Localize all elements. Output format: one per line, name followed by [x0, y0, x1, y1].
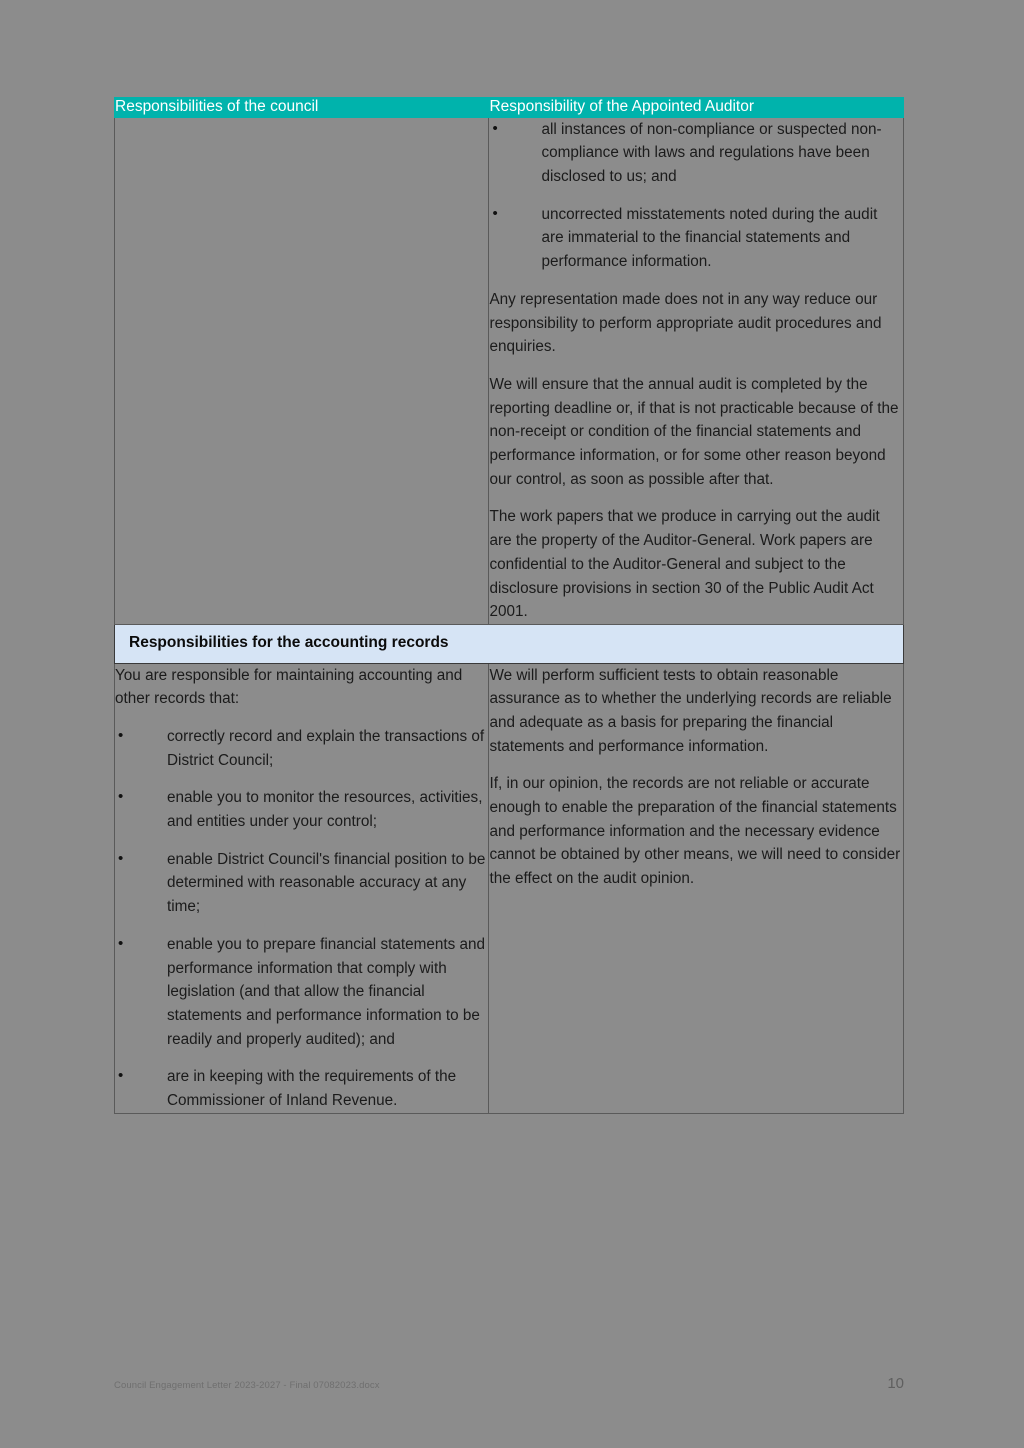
row2-left-bullet-list	[115, 725, 488, 1113]
list-item: • are in keeping with the requirements of the Commissioner of Inland Revenue.	[115, 1065, 488, 1112]
row2-left-intro: You are responsible for maintaining accounting and other records that:	[115, 666, 463, 708]
row2-right-paragraph-1: We will perform sufficient tests to obtain reasonable assurance as to whether the underlying records are reliable and adequate as a basis for preparing the financial statements and performance information.	[489, 666, 892, 755]
list-item: • uncorrected misstatements noted during the audit are immaterial to the financial statements and performance information.	[489, 203, 903, 274]
row1-right-paragraph-2: We will ensure that the annual audit is completed by the reporting deadline or, if that is not practicable because of the non-receipt or condition of the financial statements and performance information, or for some other reason beyond our control, as soon as possible after that.	[489, 375, 899, 488]
list-item: • all instances of non-compliance or suspected non-compliance with laws and regulations have been disclosed to us; and	[489, 118, 903, 189]
table-header-row	[115, 98, 904, 118]
list-item: • correctly record and explain the transactions of District Council;	[115, 725, 488, 772]
section-title: Responsibilities for the accounting records	[129, 633, 449, 651]
row2-right-paragraph-2: If, in our opinion, the records are not reliable or accurate enough to enable the preparation of the financial statements and performance information and the necessary evidence cannot be obtained by other means, we will need to consider the effect on the audit opinion.	[489, 775, 901, 888]
list-item: • enable you to prepare financial statements and performance information that comply with legislation (and that allow the financial statements and performance information to be readily and properly audited); and	[115, 933, 488, 1052]
table-row	[115, 117, 904, 624]
table-row	[115, 663, 904, 1113]
row1-cell-left	[115, 117, 489, 624]
header-cell-left	[115, 98, 489, 118]
row1-right-bullet-list	[489, 118, 903, 274]
list-item: • enable you to monitor the resources, activities, and entities under your control;	[115, 786, 488, 833]
section-heading-cell	[115, 624, 904, 663]
row1-right-paragraph-1: Any representation made does not in any way reduce our responsibility to perform appropriate audit procedures and enquiries.	[489, 290, 882, 356]
header-label-council: Responsibilities of the council	[115, 98, 319, 115]
row1-right-paragraph-3: The work papers that we produce in carrying out the audit are the property of the Auditor-General. Work papers are confidential to the Auditor-General and subject to the disclosure provisions in section 30 of the Public Audit Act 2001.	[489, 508, 880, 621]
footer-page-number: 10	[887, 1375, 904, 1392]
row1-cell-right	[489, 117, 904, 624]
page-footer	[114, 1375, 904, 1392]
responsibilities-table	[114, 97, 904, 1114]
row2-cell-left	[115, 663, 489, 1113]
footer-document-name: Council Engagement Letter 2023-2027 - Final 07082023.docx	[114, 1380, 380, 1391]
header-cell-right	[489, 98, 904, 118]
section-heading-row	[115, 624, 904, 663]
list-item: • enable District Council's financial position to be determined with reasonable accuracy at any time;	[115, 848, 488, 919]
header-label-auditor: Responsibility of the Appointed Auditor	[489, 98, 755, 115]
row2-cell-right	[489, 663, 904, 1113]
